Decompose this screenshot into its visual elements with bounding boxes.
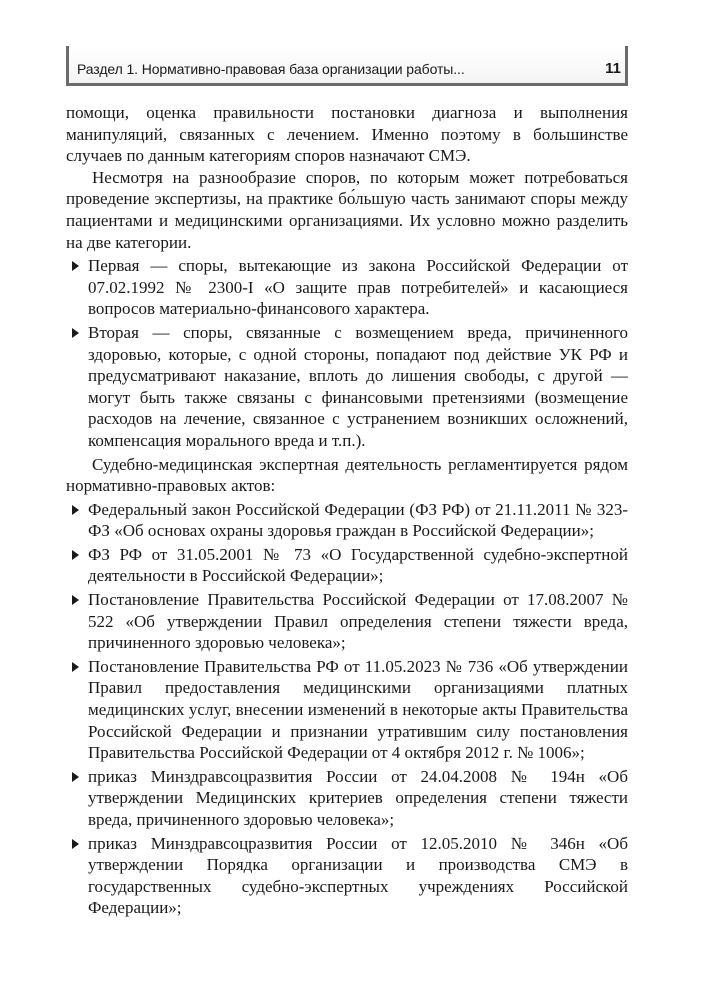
paragraph: помощи, оценка правильности постановки диагноза и выполнения манипуляций, связанных с лечением. Именно поэтому в большинстве случаев по данным категориям споров назначают СМЭ. xyxy=(66,103,628,166)
list-item xyxy=(66,766,628,831)
paragraph: Судебно-медицинская экспертная деятельность регламентируется рядом нормативно-правовых актов: xyxy=(66,454,628,496)
triangle-bullet-icon xyxy=(72,772,79,782)
list-item xyxy=(66,499,628,542)
list-item-text: Вторая — споры, связанные с возмещением вреда, причиненного здоровью, которые, с одной стороны, попадают под действие УК РФ и предусматривают наказание, вплоть до лишения свободы, с другой — могут быть также связаны с финансовыми претензиями (возмещение расходов на лечение, связанное с устранением возникших осложнений, компенсация морального вреда и т.п.). xyxy=(88,322,628,450)
list-item xyxy=(66,589,628,654)
list-item xyxy=(66,322,628,452)
section-title: Раздел 1. Нормативно-правовая база организации работы... xyxy=(77,61,465,77)
running-header xyxy=(66,46,628,86)
list-item xyxy=(66,833,628,919)
page-body xyxy=(66,102,628,921)
legal-acts-list xyxy=(66,499,628,919)
list-item xyxy=(66,544,628,587)
list-item-text: Федеральный закон Российской Федерации (ФЗ РФ) от 21.11.2011 № 323-ФЗ «Об основах охраны здоровья граждан в Российской Федерации»; xyxy=(88,499,628,541)
triangle-bullet-icon xyxy=(72,550,79,560)
list-item xyxy=(66,255,628,320)
list-item-text: приказ Минздравсоцразвития России от 24.04.2008 № 194н «Об утверждении Медицинских критериев определения степени тяжести вреда, причиненного здоровью человека»; xyxy=(88,766,628,829)
list-item xyxy=(66,656,628,764)
paragraph: Несмотря на разнообразие споров, по которым может потребоваться проведение экспертизы, на практике бо́льшую часть занимают споры между пациентами и медицинскими организациями. Их условно можно разделить на две категории. xyxy=(66,167,628,252)
triangle-bullet-icon xyxy=(72,328,79,338)
list-item-text: Постановление Правительства РФ от 11.05.2023 № 736 «Об утверждении Правил предоставления медицинскими организациями платных медицинских услуг, внесении изменений в некоторые акты Правительства Российской Федерации и признании утратившим силу постановления Правительства Российской Федерации от 4 октября 2012 г. № 1006»; xyxy=(88,656,628,763)
list-item-text: Постановление Правительства Российской Федерации от 17.08.2007 № 522 «Об утверждении Правил определения степени тяжести вреда, причиненного здоровью человека»; xyxy=(88,590,628,653)
page-number: 11 xyxy=(605,60,621,77)
triangle-bullet-icon xyxy=(72,662,79,672)
triangle-bullet-icon xyxy=(72,505,79,515)
category-list xyxy=(66,255,628,451)
triangle-bullet-icon xyxy=(72,261,79,271)
triangle-bullet-icon xyxy=(72,595,79,605)
triangle-bullet-icon xyxy=(72,839,79,849)
list-item-text: приказ Минздравсоцразвития России от 12.05.2010 № 346н «Об утверждении Порядка организации и производства СМЭ в государственных судебно-экспертных учреждениях Российской Федерации»; xyxy=(88,833,628,918)
list-item-text: Первая — споры, вытекающие из закона Российской Федерации от 07.02.1992 № 2300-I «О защите прав потребителей» и касающиеся вопросов материально-финансового характера. xyxy=(88,256,628,319)
list-item-text: ФЗ РФ от 31.05.2001 № 73 «О Государственной судебно-экспертной деятельности в Российской Федерации»; xyxy=(88,544,628,586)
